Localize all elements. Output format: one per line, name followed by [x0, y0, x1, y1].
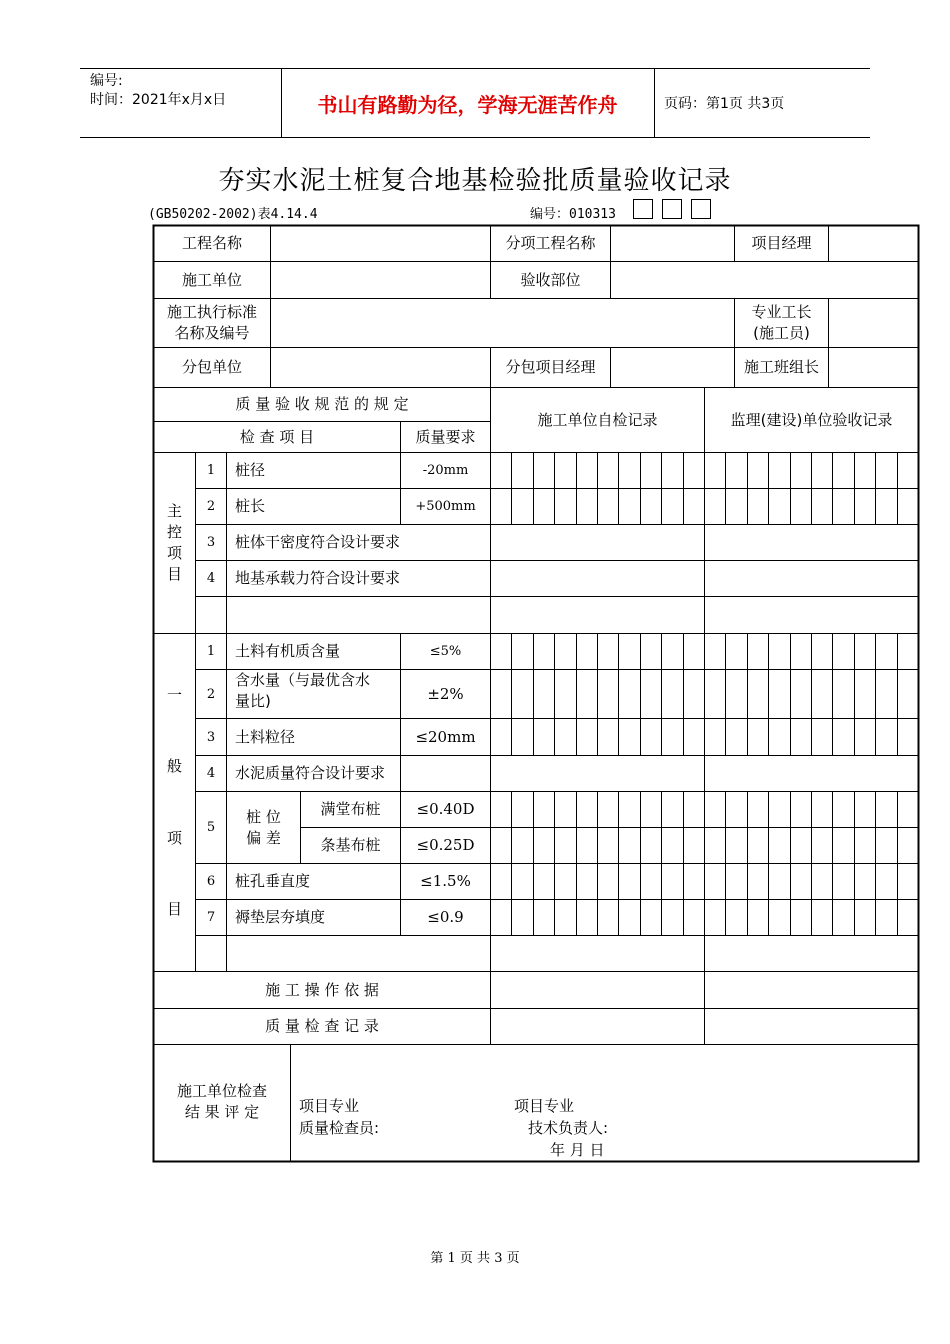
number-label: 编号:	[90, 73, 123, 89]
sub-project-field[interactable]	[611, 226, 734, 261]
label-result	[154, 1072, 290, 1132]
row-number: 5	[206, 820, 216, 835]
item-name: 桩孔垂直度	[235, 872, 311, 890]
main-control-char: 主	[166, 502, 182, 520]
header-supervision: 监理(建设)单位验收记录	[730, 410, 893, 429]
label-foreman	[735, 299, 828, 347]
main-control-char: 控	[166, 523, 182, 541]
label-record: 质 量 检 查 记 录	[265, 1017, 379, 1035]
item-name: 土料粒径	[235, 727, 296, 746]
header-spec: 质 量 验 收 规 范 的 规 定	[235, 395, 409, 413]
subcontractor-field[interactable]	[271, 348, 490, 387]
item-sub-name: 满堂布桩	[320, 800, 381, 818]
tech-line2: 技术负责人:	[528, 1119, 609, 1137]
label-foreman-line1: 专业工长	[751, 303, 812, 321]
general-label	[154, 634, 195, 971]
label-result-line2: 结 果 评 定	[184, 1103, 260, 1121]
item-group-name	[227, 792, 300, 863]
label-sub-manager: 分包项目经理	[505, 358, 596, 376]
contractor-field[interactable]	[271, 262, 490, 298]
row-number: 1	[206, 644, 216, 659]
tech-line1: 项目专业	[514, 1097, 575, 1115]
page-title: 夯实水泥土桩复合地基检验批质量验收记录	[218, 166, 732, 196]
item-name: 桩径	[235, 461, 266, 479]
main-control-char: 项	[166, 544, 182, 562]
general-char: 般	[166, 757, 182, 776]
standard-field[interactable]	[271, 299, 734, 347]
label-team-leader: 施工班组长	[743, 358, 819, 376]
item-name-line: 含水量（与最优含水	[235, 671, 371, 689]
label-result-line1: 施工单位检查	[176, 1082, 267, 1100]
header-self-check: 施工单位自检记录	[537, 410, 658, 429]
label-project-manager: 项目经理	[751, 234, 812, 252]
row-number: 2	[206, 686, 216, 702]
acceptance-part-field[interactable]	[611, 262, 918, 298]
item-name: 地基承载力符合设计要求	[235, 569, 401, 587]
main-control-char: 目	[166, 565, 182, 583]
item-sub-name: 条基布桩	[320, 836, 381, 854]
item-requirement: ≤0.25D	[416, 836, 475, 854]
general-char: 项	[166, 828, 182, 847]
item-name: 桩长	[235, 497, 266, 515]
row-number: 3	[206, 535, 216, 550]
page-footer: 第 1 页 共 3 页	[430, 1251, 520, 1266]
label-sub-project: 分项工程名称	[505, 234, 596, 252]
row-number: 4	[206, 766, 216, 781]
general-char: 目	[166, 900, 182, 919]
header-check-item: 检 查 项 目	[239, 427, 315, 446]
label-contractor: 施工单位	[181, 270, 242, 289]
row-number: 6	[206, 874, 216, 889]
page-info: 页码：第1页 共3页	[664, 96, 785, 112]
label-subcontractor: 分包单位	[181, 358, 242, 376]
item-name: 褥垫层夯填度	[235, 908, 326, 926]
sub-manager-field[interactable]	[611, 348, 734, 387]
record-self-field[interactable]	[491, 1009, 704, 1044]
item-requirement: ≤1.5%	[420, 872, 471, 890]
item-name: 桩体干密度符合设计要求	[235, 533, 401, 551]
inspector-line1: 项目专业	[299, 1097, 360, 1115]
row-number: 7	[206, 910, 216, 925]
header-quality-req: 质量要求	[415, 427, 476, 446]
item-requirement: ±2%	[427, 684, 464, 703]
inspector-signature	[299, 1095, 379, 1139]
row-number: 4	[206, 571, 216, 586]
item-requirement: +500mm	[415, 499, 476, 514]
row-number: 2	[206, 499, 216, 514]
label-project-name: 工程名称	[181, 234, 242, 252]
general-char: 一	[166, 685, 182, 704]
project-name-field[interactable]	[271, 226, 490, 261]
label-basis: 施 工 操 作 依 据	[265, 980, 379, 999]
label-standard	[154, 299, 270, 347]
item-requirement: ≤0.40D	[416, 800, 475, 818]
form-number: 编号：010313	[530, 207, 616, 222]
label-standard-line2: 名称及编号	[174, 324, 250, 342]
label-acceptance-part: 验收部位	[520, 270, 581, 289]
record-supervision-field[interactable]	[705, 1009, 918, 1044]
item-name: 水泥质量符合设计要求	[235, 764, 386, 782]
foreman-field[interactable]	[829, 299, 918, 347]
row-number: 1	[206, 463, 216, 478]
item-requirement: ≤5%	[429, 644, 462, 659]
date-line: 年 月 日	[550, 1141, 605, 1159]
item-name	[227, 670, 400, 718]
main-control-label	[154, 453, 195, 633]
label-foreman-line2: (施工员)	[753, 324, 810, 342]
project-manager-field[interactable]	[829, 226, 918, 261]
item-group-line: 偏 差	[246, 828, 281, 847]
inspector-line2: 质量检查员:	[299, 1119, 380, 1137]
standard-ref: (GB50202-2002)表4.14.4	[148, 207, 318, 222]
row-number: 3	[206, 729, 216, 745]
item-name-line: 量比)	[235, 692, 271, 710]
item-group-line: 桩 位	[246, 807, 281, 826]
item-name: 土料有机质含量	[235, 642, 341, 660]
label-standard-line1: 施工执行标准	[166, 303, 257, 321]
basis-supervision-field[interactable]	[705, 972, 918, 1008]
time-label: 时间：2021年x月x日	[90, 92, 227, 108]
team-leader-field[interactable]	[829, 348, 918, 387]
tech-signature	[514, 1095, 608, 1161]
motto: 书山有路勤为径，学海无涯苦作舟	[317, 92, 618, 117]
basis-self-field[interactable]	[491, 972, 704, 1008]
item-requirement: ≤20mm	[415, 727, 476, 746]
item-requirement: -20mm	[422, 463, 469, 478]
item-requirement: ≤0.9	[427, 908, 464, 926]
